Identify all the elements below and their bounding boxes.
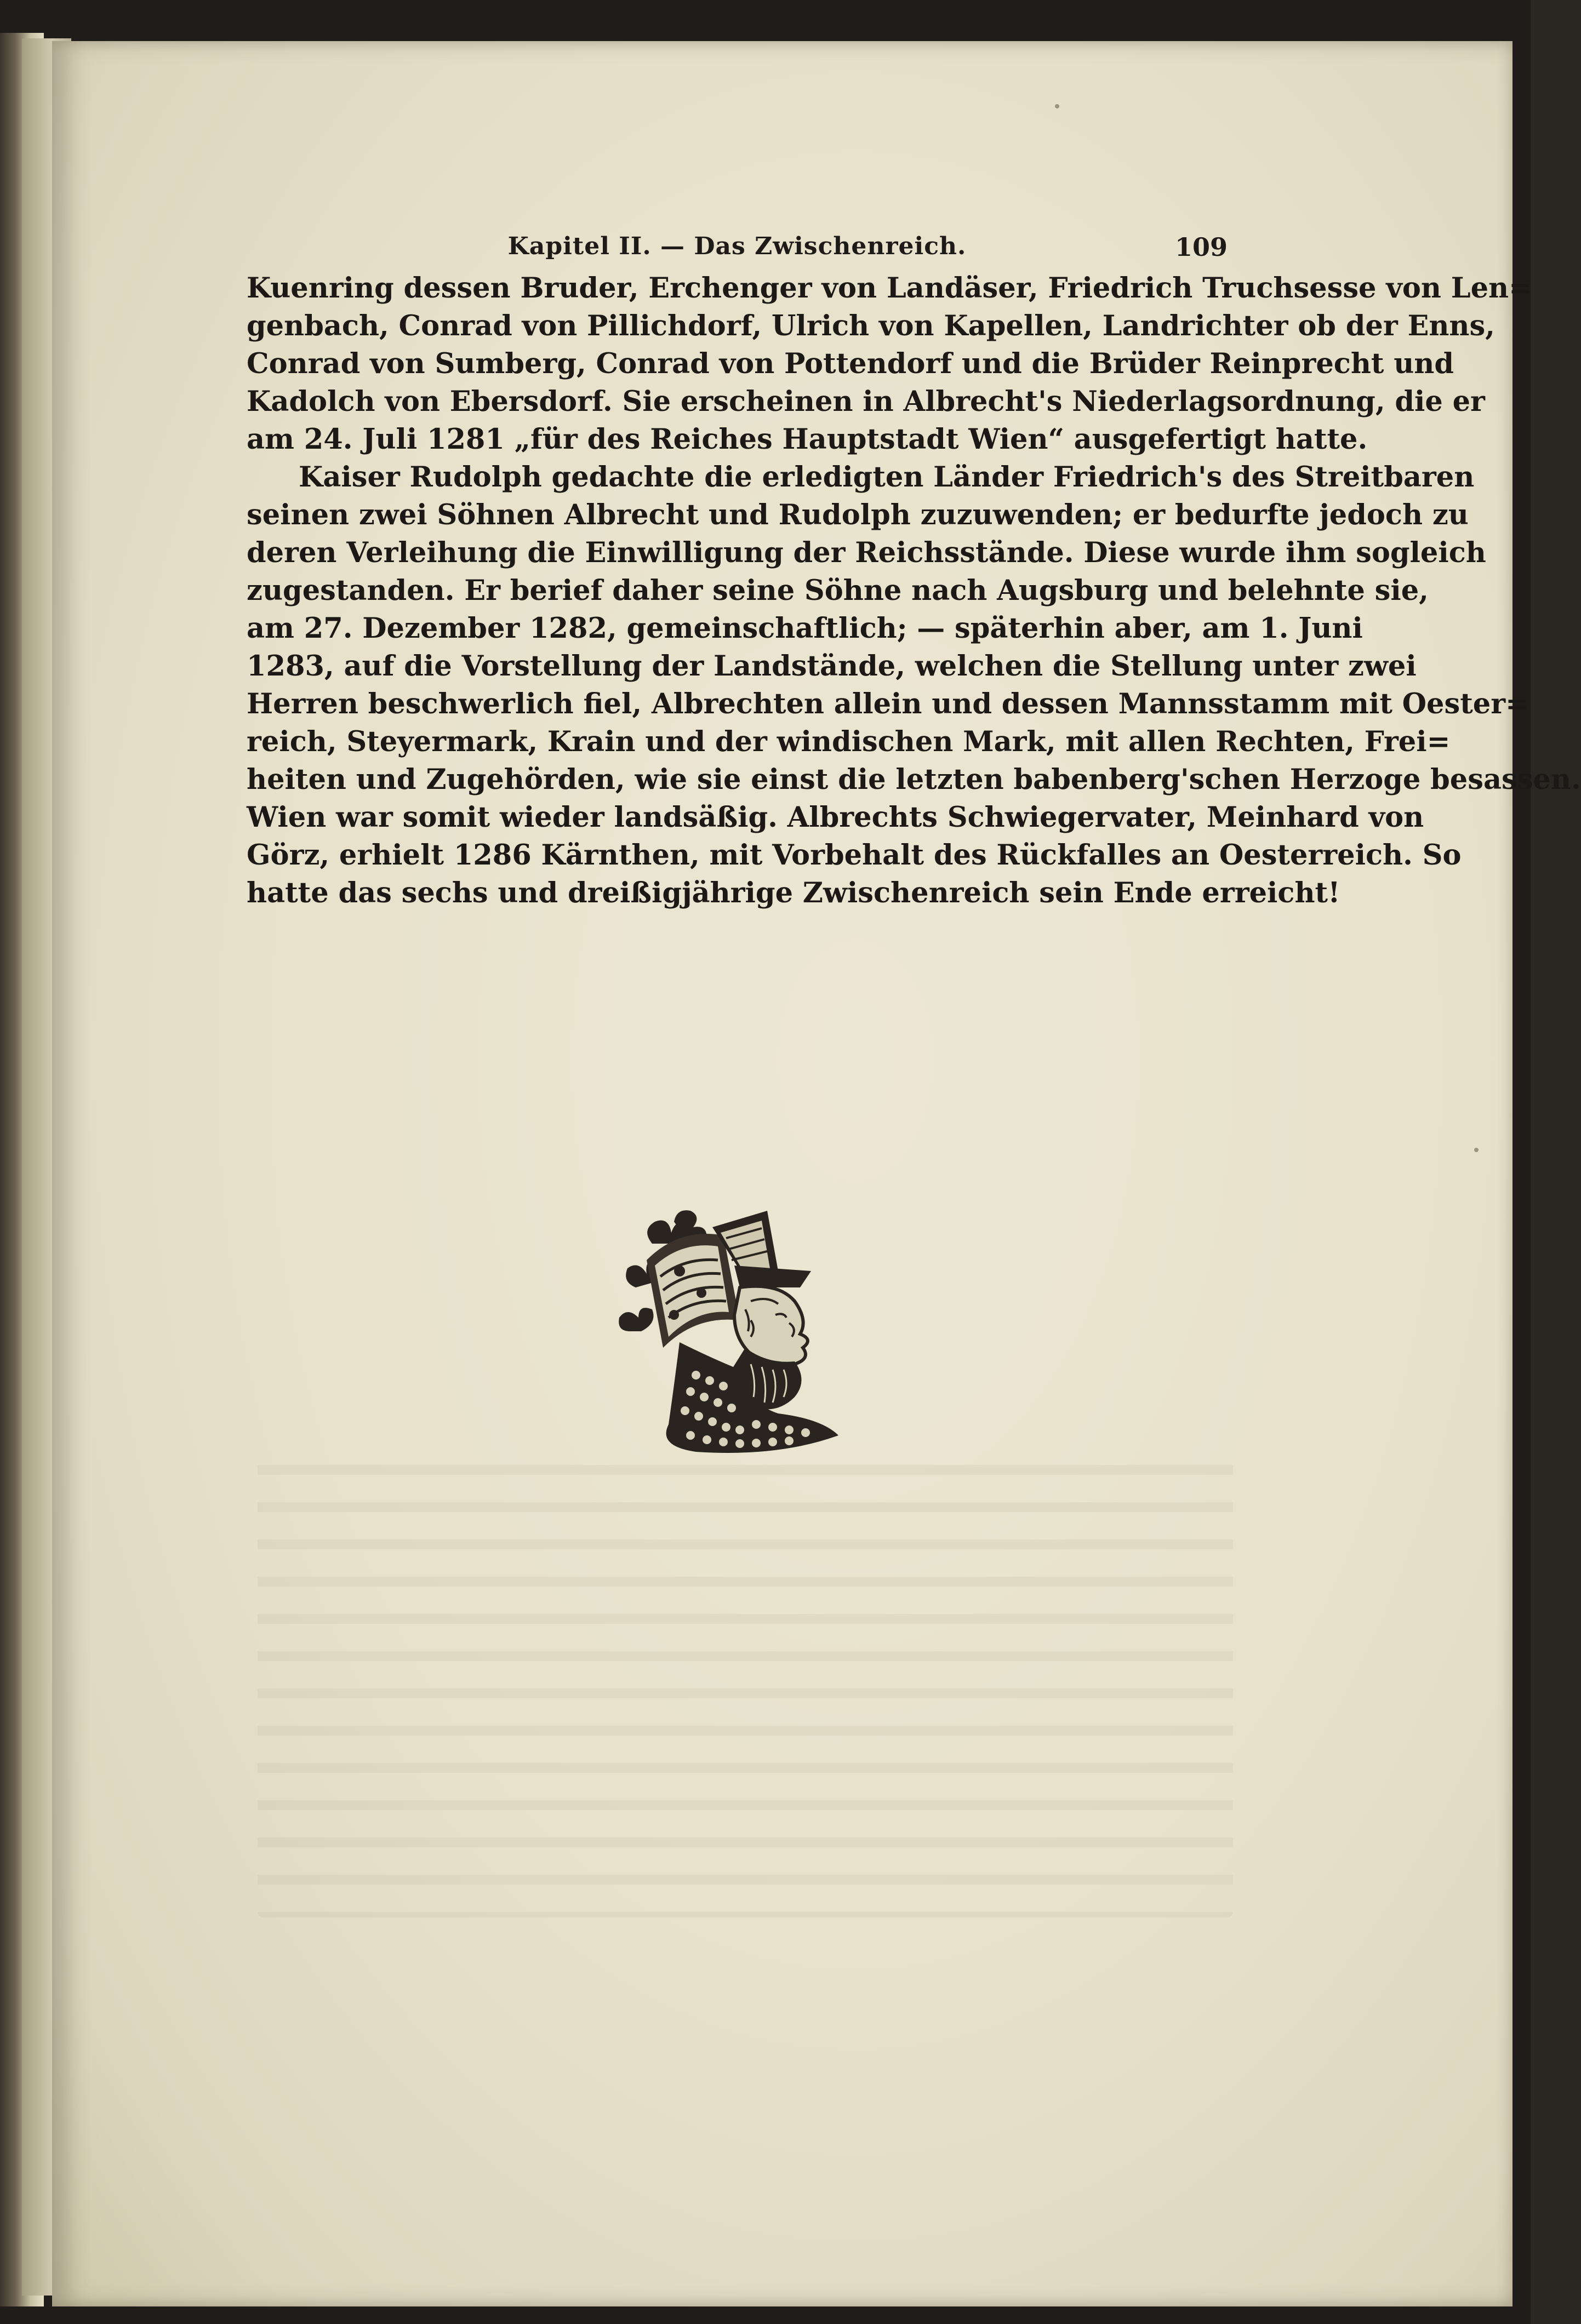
crowned-head-woodcut-icon [614, 1205, 877, 1457]
text-line: am 24. Juli 1281 „für des Reiches Hauptstadt Wien“ ausgefertigt hatte. [247, 423, 1368, 456]
text-line: Kuenring dessen Bruder, Erchenger von Landäser, Friedrich Truchsesse von Len= [247, 272, 1532, 305]
paragraph-1 [247, 270, 1532, 459]
text-line: heiten und Zugehörden, wie sie einst die letzten babenberg'schen Herzoge besassen. [247, 763, 1581, 796]
text-line: zugestanden. Er berief daher seine Söhne nach Augsburg und belehnte sie, [247, 574, 1429, 607]
text-line: Görz, erhielt 1286 Kärnthen, mit Vorbehalt des Rückfalles an Oesterreich. So [247, 839, 1462, 872]
paragraph-2 [247, 459, 1581, 912]
text-line: Kaiser Rudolph gedachte die erledigten Länder Friedrich's des Streitbaren [299, 461, 1475, 494]
running-head: Kapitel II. — Das Zwischenreich. [507, 232, 967, 260]
text-line: am 27. Dezember 1282, gemeinschaftlich; — späterhin aber, am 1. Juni [247, 612, 1363, 645]
page-number: 109 [1174, 232, 1228, 262]
show-through-text [258, 1446, 1233, 1917]
text-line: genbach, Conrad von Pillichdorf, Ulrich von Kapellen, Landrichter ob der Enns, [247, 310, 1495, 342]
text-line: Wien war somit wieder landsäßig. Albrechts Schwiegervater, Meinhard von [247, 801, 1424, 834]
body-text [247, 270, 1581, 912]
text-line: reich, Steyermark, Krain und der windischen Mark, mit allen Rechten, Frei= [247, 725, 1451, 758]
text-line: deren Verleihung die Einwilligung der Reichsstände. Diese wurde ihm sogleich [247, 536, 1486, 569]
text-line: seinen zwei Söhnen Albrecht und Rudolph zuzuwenden; er bedurfte jedoch zu [247, 499, 1469, 531]
text-line: Kadolch von Ebersdorf. Sie erscheinen in Albrecht's Niederlagsordnung, die er [247, 385, 1485, 418]
text-line: Herren beschwerlich fiel, Albrechten allein und dessen Mannsstamm mit Oester= [247, 688, 1529, 720]
paper-speck [1055, 104, 1059, 108]
text-line: Conrad von Sumberg, Conrad von Pottendorf und die Brüder Reinprecht und [247, 347, 1454, 380]
page-header [247, 232, 1228, 271]
text-line: hatte das sechs und dreißigjährige Zwischenreich sein Ende erreicht! [247, 877, 1340, 909]
text-line: 1283, auf die Vorstellung der Landstände, welchen die Stellung unter zwei [247, 650, 1417, 683]
paper-speck [1474, 1148, 1479, 1152]
